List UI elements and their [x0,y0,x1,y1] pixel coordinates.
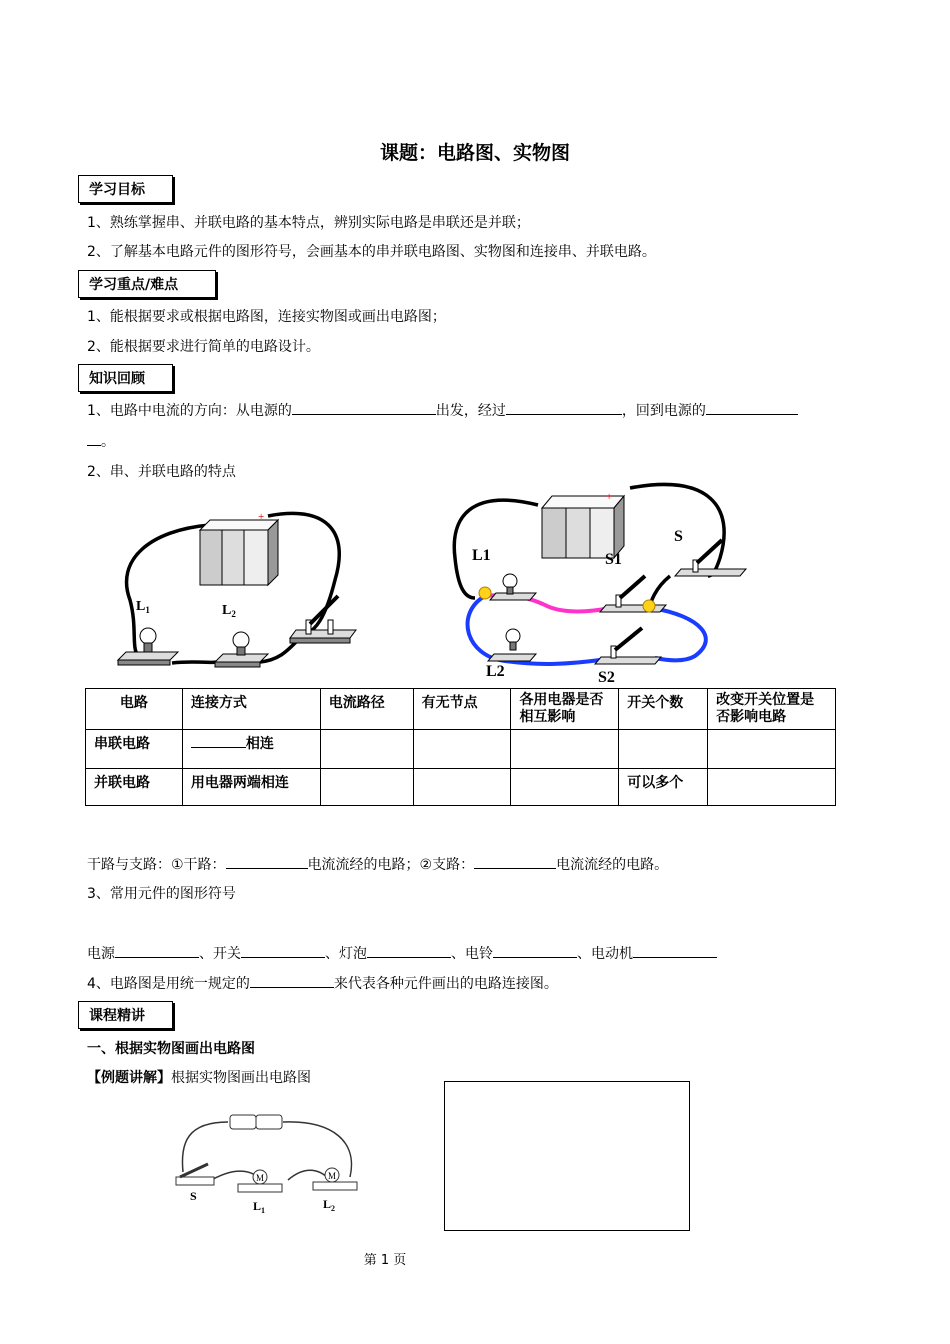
blank-q1-b[interactable] [506,400,622,415]
table-header-cell: 有无节点 [413,689,511,730]
section-heading-review: 知识回顾 [78,364,173,392]
row-name-series: 串联电路 [86,730,183,769]
table-cell[interactable] [413,730,511,769]
bulb-l1-icon [118,628,178,665]
table-cell[interactable] [708,769,836,806]
label-s-example: S [190,1189,197,1203]
label-l1-series: $L_1$ [136,599,150,615]
table-header-row [86,689,836,730]
svg-text:+: + [258,511,265,523]
example-circuit-figure [168,1102,368,1222]
bulb-l2-icon [215,632,268,667]
bulb-l1-icon [238,1170,282,1192]
review-q1-part-c: ，回到电源的 [621,403,706,419]
section-heading-key-points: 学习重点/难点 [78,270,216,298]
trunk-branch-line [87,854,668,875]
switch-count-parallel: 可以多个 [619,769,708,806]
switch-icon [176,1164,214,1185]
row-name-parallel: 并联电路 [86,769,183,806]
switch-s-icon [675,540,746,576]
battery-icon [542,491,624,558]
q4-part-a: 4、电路图是用统一规定的 [87,976,250,992]
blank-series-connection[interactable] [191,733,246,748]
review-q1-part-b: 出发，经过 [435,403,506,419]
lesson-subheading: 一、根据实物图画出电路图 [87,1041,255,1057]
review-q2: 2、串、并联电路的特点 [87,464,236,480]
label-l1-example: $L_1$ [253,1199,266,1215]
blank-q4[interactable] [250,973,334,988]
label-s2-parallel: S2 [598,669,615,683]
switch-s2-icon [595,628,661,664]
connection-series [182,730,320,769]
blank-trunk[interactable] [226,854,308,869]
battery-icon [230,1115,282,1129]
battery-icon [200,511,278,585]
table-cell[interactable] [619,730,708,769]
key-point-1: 1、能根据要求或根据电路图，连接实物图或画出电路图； [87,309,446,325]
goal-item-1: 1、熟练掌握串、并联电路的基本特点，辨别实际电路是串联还是并联； [87,215,530,231]
label-s1-parallel: S1 [605,551,622,568]
key-point-2: 2、能根据要求进行简单的电路设计。 [87,339,320,355]
review-q3: 3、常用元件的图形符号 [87,886,236,902]
section-heading-lesson: 课程精讲 [78,1001,173,1029]
table-header-cell: 连接方式 [182,689,320,730]
table-header-cell: 改变开关位置是否影响电路 [708,689,836,730]
switch-icon [290,596,356,643]
page-number: 第 1 页 [363,1253,407,1268]
blue-wire-right [652,608,706,660]
table-row [86,769,836,806]
table-cell[interactable] [413,769,511,806]
blank-q1-c-cont[interactable] [87,431,101,446]
label-l2-example: $L_2$ [323,1197,336,1213]
bulb-l2-icon [488,629,536,661]
review-q1-line [87,400,798,421]
blank-switch-symbol[interactable] [241,943,325,958]
bulb-l2-glyph: M [328,1171,337,1181]
connection-series-suffix: 相连 [245,736,274,752]
bulb-l1-glyph: M [256,1173,265,1183]
blank-bulb-symbol[interactable] [367,943,451,958]
trunk-part-a: 干路与支路：①干路： [87,857,226,873]
trunk-part-c: 电流流经的电路。 [556,857,669,873]
table-cell[interactable] [320,730,413,769]
page-title: 课题：电路图、实物图 [379,142,570,164]
example-label: 【例题讲解】 [87,1070,171,1086]
symbol-bulb-label: 、灯泡 [325,946,367,962]
review-q1-part-a: 1、电路中电流的方向：从电源的 [87,403,292,419]
blank-bell-symbol[interactable] [493,943,577,958]
label-s-parallel: S [674,528,683,545]
symbol-power-label: 电源 [87,946,115,962]
parallel-circuit-figure [450,478,750,683]
table-cell[interactable] [708,730,836,769]
review-q1-end: 。 [101,434,115,450]
answer-drawing-box[interactable] [444,1081,690,1231]
blank-motor-symbol[interactable] [633,943,717,958]
table-header-cell: 开关个数 [619,689,708,730]
table-cell[interactable] [511,730,619,769]
review-q4-line [87,973,558,994]
label-l1-parallel: L1 [472,547,491,564]
circuit-comparison-table [85,688,836,806]
table-cell[interactable] [511,769,619,806]
table-header-cell: 电路 [86,689,183,730]
table-cell[interactable] [320,769,413,806]
q4-part-b: 来代表各种元件画出的电路连接图。 [333,976,558,992]
goal-item-2: 2、了解基本电路元件的图形符号，会画基本的串并联电路图、实物图和连接串、并联电路。 [87,244,656,260]
connection-parallel: 用电器两端相连 [182,769,320,806]
symbol-bell-label: 、电铃 [451,946,493,962]
svg-text:+: + [606,491,613,503]
table-header-cell: 电流路径 [320,689,413,730]
example-text: 根据实物图画出电路图 [171,1070,311,1086]
blank-q1-c[interactable] [706,400,798,415]
section-heading-goals: 学习目标 [78,175,173,203]
blank-branch[interactable] [474,854,556,869]
symbols-line [87,943,717,964]
trunk-part-b: 电流流经的电路；②支路： [307,857,475,873]
label-l2-parallel: L2 [486,663,505,680]
label-l2-series: $L_2$ [222,603,236,619]
example-line [87,1068,311,1088]
symbol-motor-label: 、电动机 [577,946,633,962]
blank-q1-a[interactable] [292,400,436,415]
series-circuit-figure [110,500,370,675]
symbol-switch-label: 、开关 [199,946,241,962]
table-row [86,730,836,769]
bulb-l1-icon [479,574,536,600]
table-header-cell: 各用电器是否相互影响 [511,689,619,730]
review-q1-line-2 [87,431,115,452]
blank-power-symbol[interactable] [115,943,199,958]
